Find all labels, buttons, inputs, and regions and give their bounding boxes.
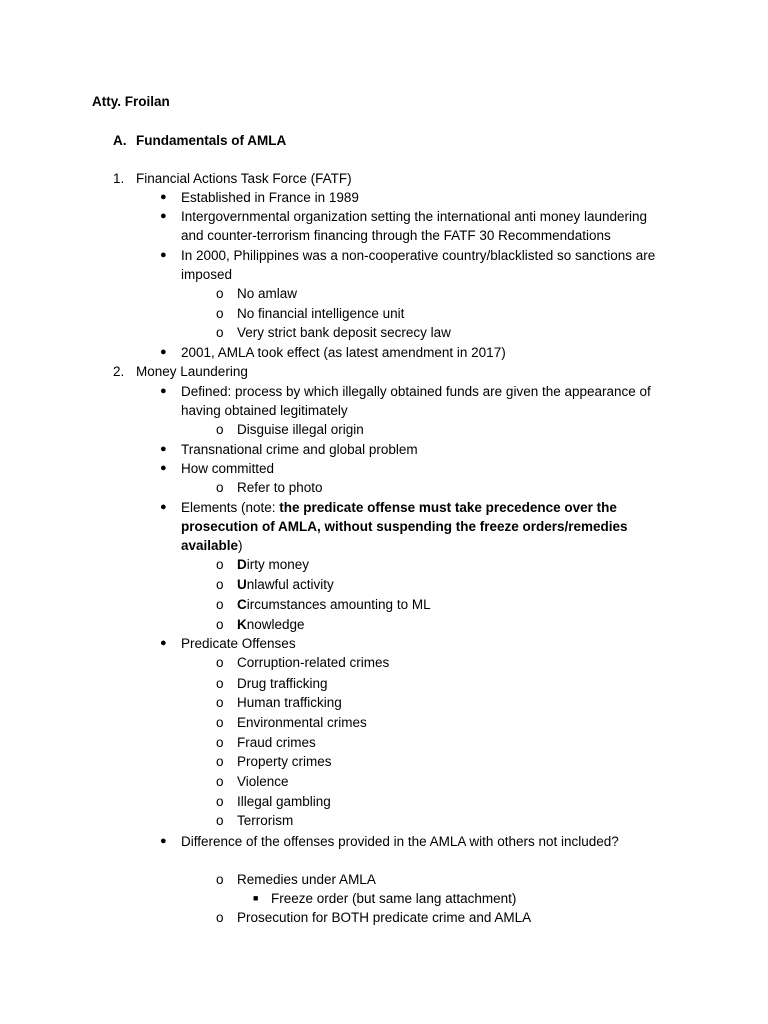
item-1-marker: 1. (113, 171, 125, 186)
item-1-bullet-1: Established in France in 1989 (181, 190, 359, 205)
item-1-sub-1: No amlaw (237, 286, 298, 301)
item-2-title: Money Laundering (136, 364, 248, 379)
element-initial: K (237, 617, 247, 632)
prosecution-text: Prosecution for BOTH predicate crime and AMLA (237, 910, 532, 925)
elements-note-bold-1: the predicate offense must take precedence over the (279, 500, 617, 515)
element-rest: nlawful activity (246, 577, 334, 592)
item-1-bullet-3-line-1: In 2000, Philippines was a non-cooperative country/blacklisted so sanctions are (181, 248, 656, 263)
circle-bullet-icon: o (216, 306, 224, 321)
circle-bullet-icon: o (216, 577, 224, 592)
remedies-text: Remedies under AMLA (237, 872, 376, 887)
item-1-bullet-2-line-2: and counter-terrorism financing through the FATF 30 Recommendations (181, 228, 611, 243)
circle-bullet-icon: o (216, 910, 224, 925)
how-committed-text: How committed (181, 461, 275, 476)
bullet-icon: ● (160, 385, 167, 397)
elements-line-1 (181, 498, 617, 517)
author-heading: Atty. Froilan (92, 94, 170, 109)
element-initial: U (237, 577, 247, 592)
bullet-icon: ● (160, 210, 167, 222)
element-item (237, 555, 309, 574)
element-rest: ircumstances amounting to ML (246, 597, 431, 612)
bullet-icon: ● (160, 835, 167, 847)
predicate-offense-item: Illegal gambling (237, 794, 331, 809)
item-1-bullet-2-line-1: Intergovernmental organization setting the international anti money laundering (181, 209, 648, 224)
elements-suffix: ) (238, 538, 243, 553)
predicate-offense-item: Environmental crimes (237, 715, 367, 730)
difference-question: Difference of the offenses provided in the AMLA with others not included? (181, 834, 619, 849)
element-item (237, 615, 305, 634)
item-1-bullet-3-line-2: imposed (181, 267, 233, 282)
transnational-text: Transnational crime and global problem (181, 442, 418, 457)
element-rest: irty money (246, 557, 310, 572)
element-rest: nowledge (246, 617, 305, 632)
predicate-offense-item: Property crimes (237, 754, 332, 769)
circle-bullet-icon: o (216, 557, 224, 572)
item-1-title: Financial Actions Task Force (FATF) (136, 171, 352, 186)
predicate-offense-item: Corruption-related crimes (237, 655, 390, 670)
predicate-offense-item: Human trafficking (237, 695, 342, 710)
section-a-marker: A. (113, 133, 127, 148)
predicate-offense-item: Terrorism (237, 813, 294, 828)
circle-bullet-icon: o (216, 676, 224, 691)
bullet-icon: ● (160, 249, 167, 261)
bullet-icon: ● (160, 191, 167, 203)
how-committed-sub: Refer to photo (237, 480, 323, 495)
circle-bullet-icon: o (216, 597, 224, 612)
element-initial: D (237, 557, 247, 572)
elements-note-bold-3: available (181, 538, 239, 553)
item-1-sub-2: No financial intelligence unit (237, 306, 405, 321)
elements-line-3 (181, 536, 243, 555)
circle-bullet-icon: o (216, 286, 224, 301)
predicate-offenses-title: Predicate Offenses (181, 636, 296, 651)
bullet-icon: ● (160, 462, 167, 474)
predicate-offense-item: Violence (237, 774, 289, 789)
circle-bullet-icon: o (216, 813, 224, 828)
elements-note-bold-2: prosecution of AMLA, without suspending the freeze orders/remedies (181, 519, 628, 534)
circle-bullet-icon: o (216, 715, 224, 730)
circle-bullet-icon: o (216, 325, 224, 340)
item-1-bullet-4: 2001, AMLA took effect (as latest amendment in 2017) (181, 345, 506, 360)
circle-bullet-icon: o (216, 774, 224, 789)
item-1-sub-3: Very strict bank deposit secrecy law (237, 325, 451, 340)
defined-sub: Disguise illegal origin (237, 422, 364, 437)
freeze-order-text: Freeze order (but same lang attachment) (271, 891, 517, 906)
section-a-title: Fundamentals of AMLA (136, 133, 287, 148)
square-bullet-icon: ■ (253, 893, 259, 903)
predicate-offense-item: Drug trafficking (237, 676, 328, 691)
circle-bullet-icon: o (216, 872, 224, 887)
element-item (237, 595, 431, 614)
circle-bullet-icon: o (216, 695, 224, 710)
defined-line-2: having obtained legitimately (181, 403, 348, 418)
bullet-icon: ● (160, 637, 167, 649)
elements-prefix: Elements (note: (181, 500, 280, 515)
circle-bullet-icon: o (216, 480, 224, 495)
circle-bullet-icon: o (216, 735, 224, 750)
circle-bullet-icon: o (216, 794, 224, 809)
element-initial: C (237, 597, 247, 612)
bullet-icon: ● (160, 443, 167, 455)
predicate-offense-item: Fraud crimes (237, 735, 316, 750)
defined-line-1: Defined: process by which illegally obtained funds are given the appearance of (181, 384, 651, 399)
circle-bullet-icon: o (216, 754, 224, 769)
bullet-icon: ● (160, 346, 167, 358)
circle-bullet-icon: o (216, 655, 224, 670)
circle-bullet-icon: o (216, 617, 224, 632)
item-2-marker: 2. (113, 364, 125, 379)
circle-bullet-icon: o (216, 422, 224, 437)
bullet-icon: ● (160, 501, 167, 513)
element-item (237, 575, 334, 594)
